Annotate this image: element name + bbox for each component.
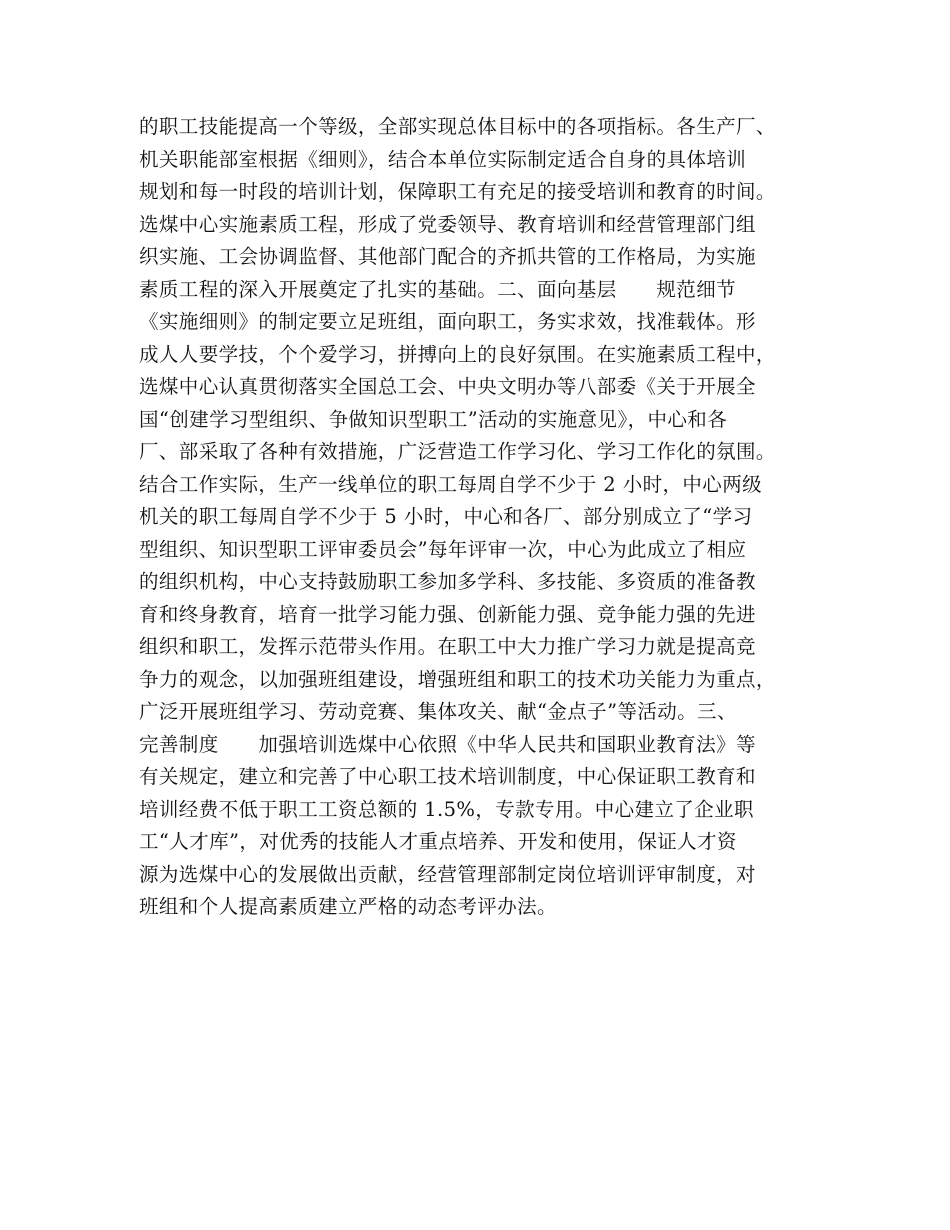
text-line: 国“创建学习型组织、争做知识型职工”活动的实施意见》，中心和各	[139, 407, 728, 431]
text-line: 厂、部采取了各种有效措施，广泛营造工作学习化、学习工作化的氛围。	[139, 440, 776, 463]
text-line: 的职工技能提高一个等级，全部实现总体目标中的各项指标。各生产厂、	[139, 115, 776, 138]
text-line: 育和终身教育，培育一批学习能力强、创新能力强、竞争能力强的先进	[139, 602, 756, 626]
text-line: 广泛开展班组学习、劳动竞赛、集体攻关、献“金点子”等活动。三、	[139, 700, 737, 723]
text-line: 素质工程的深入开展奠定了扎实的基础。二、面向基层 规范细节	[139, 277, 737, 301]
text-line: 培训经费不低于职工工资总额的 1.5%，专款专用。中心建立了企业职	[139, 797, 754, 821]
text-line: 选煤中心实施素质工程，形成了党委领导、教育培训和经营管理部门组	[139, 212, 756, 236]
text-line: 成人人要学技，个个爱学习，拼搏向上的良好氛围。在实施素质工程中，	[139, 342, 776, 366]
text-line: 完善制度 加强培训选煤中心依照《中华人民共和国职业教育法》等	[139, 732, 756, 756]
text-line: 选煤中心认真贯彻落实全国总工会、中央文明办等八部委《关于开展全	[139, 375, 756, 398]
text-line: 组织和职工，发挥示范带头作用。在职工中大力推广学习力就是提高竞	[139, 635, 756, 658]
text-line: 机关的职工每周自学不少于 5 小时，中心和各厂、部分别成立了“学习	[139, 505, 753, 528]
text-line: 织实施、工会协调监督、其他部门配合的齐抓共管的工作格局，为实施	[139, 245, 756, 268]
text-line: 有关规定，建立和完善了中心职工技术培训制度，中心保证职工教育和	[139, 765, 756, 788]
text-line: 争力的观念，以加强班组建设，增强班组和职工的技术功关能力为重点，	[139, 667, 776, 691]
text-line: 源为选煤中心的发展做出贡献，经营管理部制定岗位培训评审制度，对	[139, 862, 756, 886]
text-line: 型组织、知识型职工评审委员会”每年评审一次，中心为此成立了相应	[139, 537, 747, 561]
text-line: 机关职能部室根据《细则》，结合本单位实际制定适合自身的具体培训	[139, 147, 747, 171]
text-line: 的组织机构，中心支持鼓励职工参加多学科、多技能、多资质的准备教	[139, 570, 756, 593]
text-line: 规划和每一时段的培训计划，保障职工有充足的接受培训和教育的时间。	[139, 180, 776, 203]
text-line: 工“人才库”，对优秀的技能人才重点培养、开发和使用，保证人才资	[139, 830, 737, 853]
text-line: 《实施细则》的制定要立足班组，面向职工，务实求效，找准载体。形	[139, 310, 756, 333]
body-paragraph	[139, 111, 819, 924]
text-line: 结合工作实际，生产一线单位的职工每周自学不少于 2 小时，中心两级	[139, 472, 763, 496]
text-line: 班组和个人提高素质建立严格的动态考评办法。	[139, 895, 557, 918]
